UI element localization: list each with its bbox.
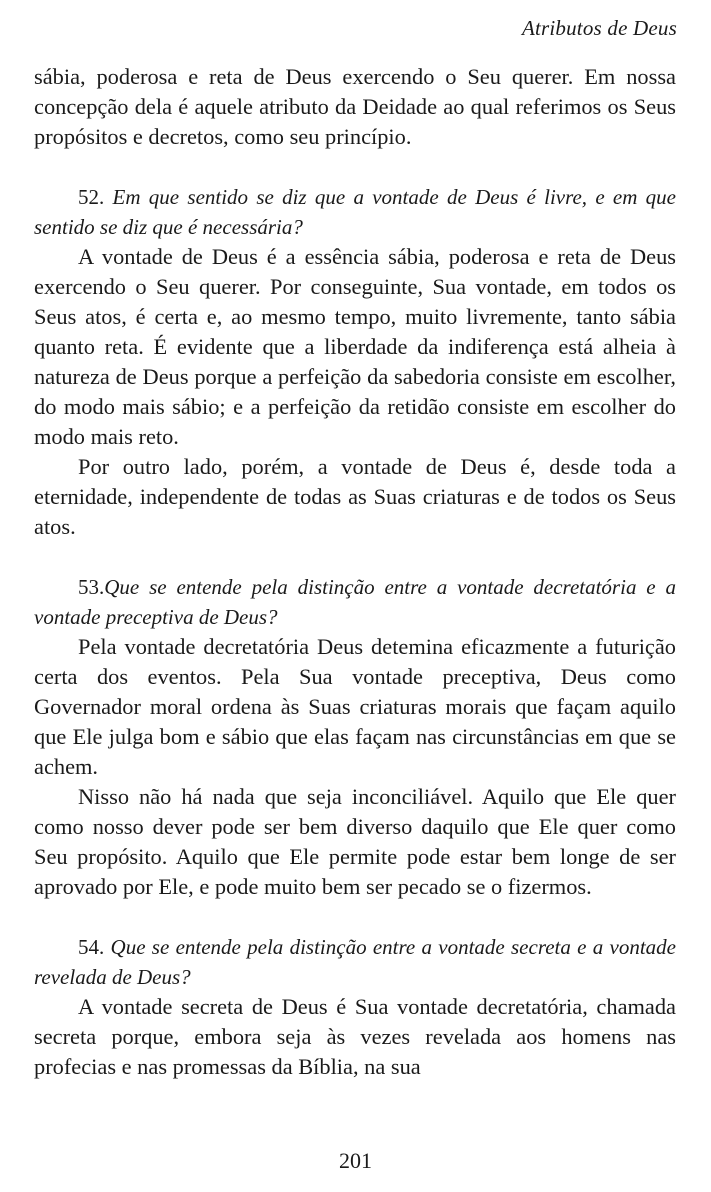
answer-paragraph: Por outro lado, porém, a vontade de Deus é, desde toda a eternidade, independente de todas as Suas criaturas e de todos os Seus atos.	[34, 454, 676, 539]
question-text: Em que sentido se diz que a vontade de Deus é livre, e em que sentido se diz que é necessária?	[34, 185, 677, 239]
question-53	[34, 572, 676, 632]
opening-paragraph: sábia, poderosa e reta de Deus exercendo o Seu querer. Em nossa concepção dela é aquele atributo da Deidade ao qual referimos os Seus propósitos e decretos, como seu princípio.	[34, 64, 676, 149]
answer-paragraph: Nisso não há nada que seja inconciliável. Aquilo que Ele quer como nosso dever pode ser bem diverso daquilo que Ele quer como Seu propósito. Aquilo que Ele permite pode estar bem longe de ser aprovado por Ele, e pode muito bem ser pecado se o fizermos.	[34, 784, 676, 899]
question-54	[34, 932, 676, 992]
question-number: 52.	[78, 185, 105, 209]
running-head: Atributos de Deus	[521, 16, 677, 40]
question-number: 53.	[78, 575, 105, 599]
question-text: Que se entende pela distinção entre a vontade decretatória e a vontade preceptiva de Deus?	[34, 575, 676, 629]
question-text: Que se entende pela distinção entre a vontade secreta e a vontade revelada de Deus?	[34, 935, 677, 989]
answer-paragraph: Pela vontade decretatória Deus detemina eficazmente a futurição certa dos eventos. Pela Sua vontade preceptiva, Deus como Governador moral ordena às Suas criaturas morais que façam aquilo que Ele julga bom e sábio que elas façam nas circunstâncias em que se achem.	[34, 634, 676, 779]
page-number: 201	[339, 1148, 372, 1173]
question-52	[34, 182, 676, 242]
answer-paragraph: A vontade secreta de Deus é Sua vontade decretatória, chamada secreta porque, embora seja às vezes revelada aos homens nas profecias e nas promessas da Bíblia, na sua	[34, 994, 676, 1079]
question-number: 54.	[78, 935, 105, 959]
body-text	[34, 62, 676, 1082]
answer-paragraph: A vontade de Deus é a essência sábia, poderosa e reta de Deus exercendo o Seu querer. Por conseguinte, Sua vontade, em todos os Seus atos, é certa e, ao mesmo tempo, muito livremente, tanto sábia quanto reta. É evidente que a liberdade da indiferença está alheia à natureza de Deus porque a perfeição da sabedoria consiste em escolher, do modo mais sábio; e a perfeição da retidão consiste em escolher do modo mais reto.	[34, 244, 676, 449]
